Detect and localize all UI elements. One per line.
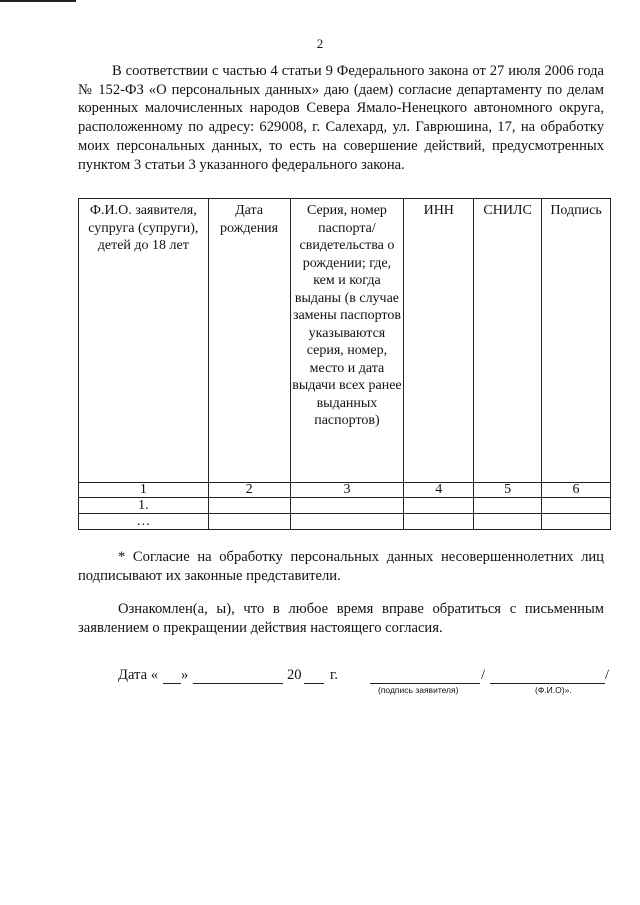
column-number: 5	[474, 483, 542, 498]
applicant-name-field[interactable]	[490, 683, 605, 684]
signature-slash: /	[481, 667, 486, 683]
year-prefix: 20	[287, 667, 302, 683]
column-number: 6	[542, 483, 611, 498]
personal-data-table	[78, 198, 611, 530]
header-birth-date: Дата рождения	[208, 199, 290, 483]
table-cell	[290, 514, 404, 530]
header-inn: ИНН	[404, 199, 474, 483]
column-number: 1	[79, 483, 209, 498]
year-suffix: г.	[330, 667, 338, 683]
table-cell: …	[79, 514, 209, 530]
table-cell	[542, 498, 611, 514]
table-cell	[208, 498, 290, 514]
footnote: * Согласие на обработку персональных данных несовершеннолетних лиц подписывают их законные представители.	[78, 549, 604, 584]
date-prefix: Дата «	[118, 667, 159, 683]
table-cell	[542, 514, 611, 530]
consent-paragraph: В соответствии с частью 4 статьи 9 Федерального закона от 27 июля 2006 года № 152-ФЗ «О персональных данных» даю (даем) согласие департаменту по делам коренных малочисленных народов Севера Ямало-Ненецкого автономного округа, расположенному по адресу: 629008, г. Салехард, ул. Гаврюшина, 17, на обработку моих персональных данных, то есть на совершение действий, предусмотренных пунктом 3 статьи 3 указанного федерального закона.	[78, 63, 604, 173]
date-month-field[interactable]	[193, 683, 283, 684]
header-snils: СНИЛС	[474, 199, 542, 483]
table-cell: 1.	[79, 498, 209, 514]
table-header-row	[79, 199, 611, 483]
header-fio: Ф.И.О. заявителя, супруга (супруги), детей до 18 лет	[79, 199, 209, 483]
table-cell	[404, 498, 474, 514]
header-passport: Серия, номер паспорта/ свидетельства о рождении; где, кем и когда выданы (в случае замены паспортов указываются серия, номер, место и дата выдачи всех ранее выданных паспортов)	[290, 199, 404, 483]
name-slash: /	[605, 667, 610, 683]
applicant-signature-field[interactable]	[370, 683, 480, 684]
page-number: 2	[316, 36, 324, 51]
table-cell	[404, 514, 474, 530]
date-year-field[interactable]	[304, 683, 324, 684]
table-cell	[474, 498, 542, 514]
acknowledgement: Ознакомлен(а, ы), что в любое время вправе обратиться с письменным заявлением о прекращении действия настоящего согласия.	[78, 601, 604, 636]
table-row	[79, 514, 611, 530]
header-signature: Подпись	[542, 199, 611, 483]
table-cell	[474, 514, 542, 530]
date-day-field[interactable]	[163, 683, 181, 684]
column-number: 2	[208, 483, 290, 498]
table-cell	[208, 514, 290, 530]
signature-caption: (подпись заявителя)	[378, 685, 459, 695]
table-cell	[290, 498, 404, 514]
table-row	[79, 498, 611, 514]
name-caption: (Ф.И.О)».	[535, 685, 572, 695]
date-close-quote: »	[181, 667, 189, 683]
column-number-row	[79, 483, 611, 498]
column-number: 4	[404, 483, 474, 498]
column-number: 3	[290, 483, 404, 498]
top-rule	[0, 0, 76, 2]
